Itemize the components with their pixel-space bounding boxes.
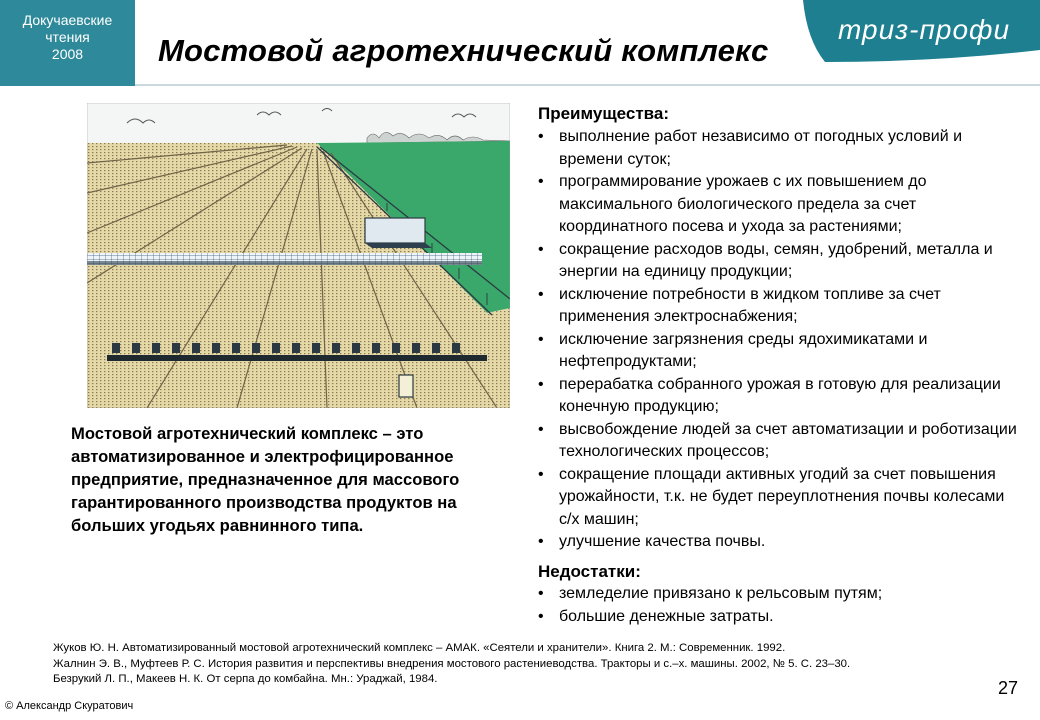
complex-description: Мостовой агротехнический комплекс – это автоматизированное и электрофицированное предприятие, предназначенное для массового гарантированного производства продуктов на больших угодьях равнинного типа.: [71, 424, 460, 535]
references: [53, 641, 1003, 688]
reference-item: Безрукий Л. П., Макеев Н. К. От серпа до комбайна. Мн.: Ураджай, 1984.: [53, 673, 438, 685]
advantage-item: • высвобождение людей за счет автоматизации и роботизации технологических процессов;: [538, 419, 1018, 464]
conference-badge: [0, 0, 135, 86]
badge-line: Докучаевские: [22, 12, 113, 28]
advantage-item: • исключение потребности в жидком топливе за счет применения электроснабжения;: [538, 284, 1018, 329]
advantages-heading: Преимущества:: [538, 104, 670, 123]
badge-line: чтения: [45, 29, 90, 45]
advantage-item: • сокращение площади активных угодий за счет повышения урожайности, т.к. не будет переуплотнения почвы колесами с/х машин;: [538, 464, 1018, 532]
disadvantage-item: • земледелие привязано к рельсовым путям;: [538, 583, 1018, 606]
advantage-item: • перерабатка собранного урожая в готовую для реализации конечную продукцию;: [538, 374, 1018, 419]
advantages-list: [538, 126, 1018, 554]
bridge-agricultural-complex-illustration: [87, 103, 510, 408]
badge-line: 2008: [51, 46, 84, 62]
copyright: © Александр Скуратович: [5, 700, 134, 712]
disadvantages-list: [538, 583, 1018, 628]
advantage-item: • улучшение качества почвы.: [538, 531, 1018, 554]
disadvantage-item: • большие денежные затраты.: [538, 606, 1018, 629]
advantage-item: • программирование урожаев с их повышением до максимального биологического предела за счет координатного посева и ухода за растениями;: [538, 171, 1018, 239]
page-title: Мостовой агротехнический комплекс: [158, 33, 769, 68]
advantage-item: • сокращение расходов воды, семян, удобрений, металла и энергии на единицу продукции;: [538, 239, 1018, 284]
advantage-item: • исключение загрязнения среды ядохимикатами и нефтепродуктами;: [538, 329, 1018, 374]
brand-logo: триз-профи: [838, 14, 1011, 45]
advantage-item: • выполнение работ независимо от погодных условий и времени суток;: [538, 126, 1018, 171]
reference-item: Жалнин Э. В., Муфтеев Р. С. История развития и перспективы внедрения мостового растениеводства. Тракторы и с.–х. машины. 2002, № 5. С. 23–30.: [53, 657, 851, 670]
page-number: 27: [998, 678, 1019, 698]
disadvantages-heading: Недостатки:: [538, 562, 641, 581]
reference-item: Жуков Ю. Н. Автоматизированный мостовой агротехнический комплекс – АМАК. «Сеятели и хранители». Книга 2. М.: Современник. 1992.: [53, 642, 786, 654]
